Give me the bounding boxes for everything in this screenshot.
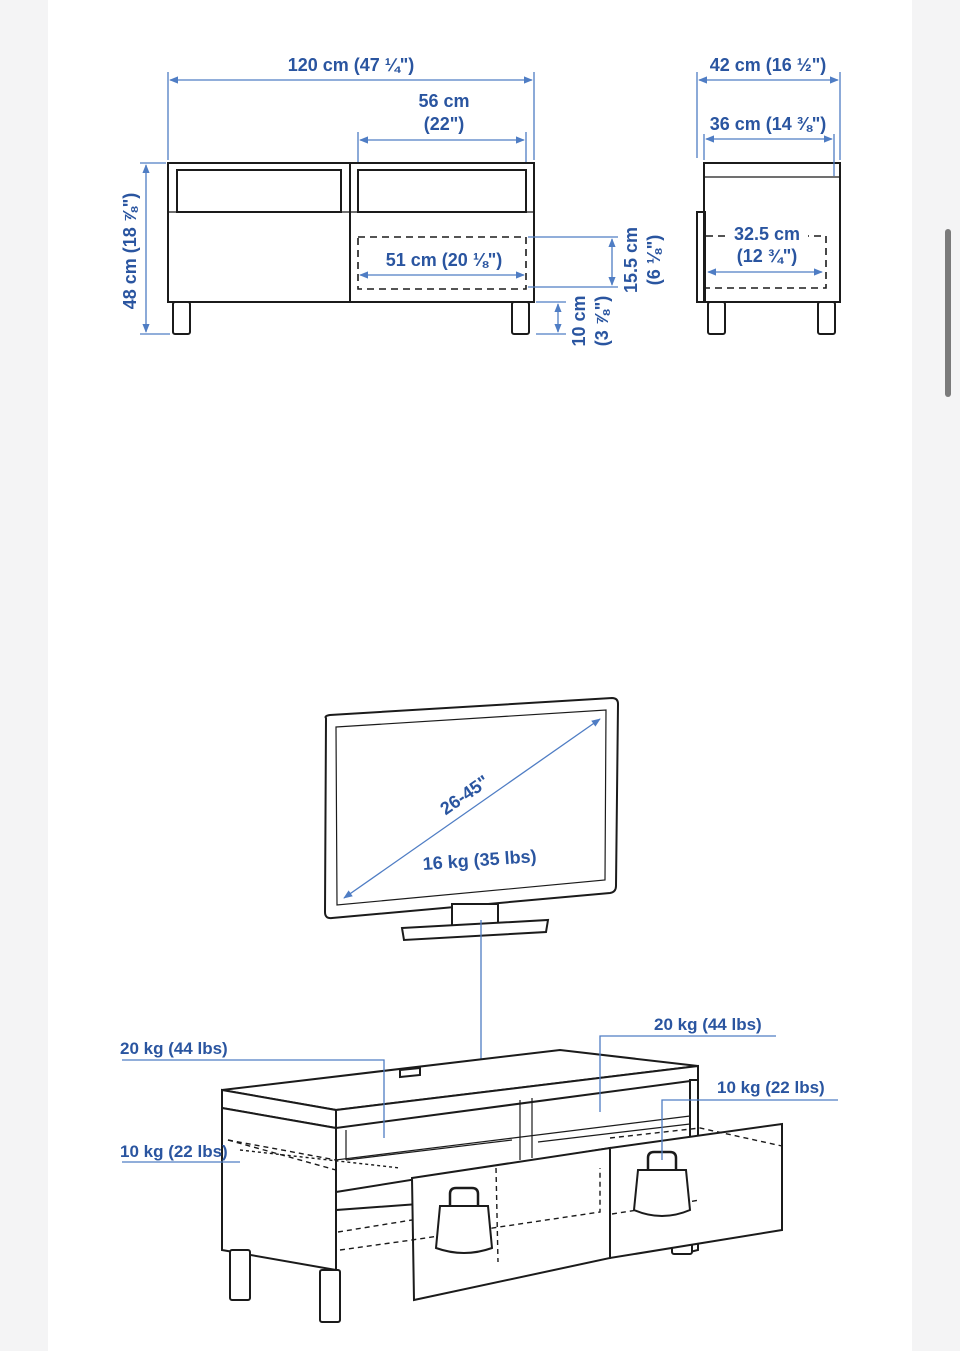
tv-base <box>402 920 548 940</box>
drawer-height-in: (6 ⅛") <box>644 234 664 286</box>
tv-illustration <box>325 698 618 1075</box>
drawer-left-load: 10 kg (22 lbs) <box>120 1142 228 1161</box>
leg-height-in: (3 ⅞") <box>592 295 612 347</box>
right-compartment <box>358 170 526 212</box>
side-leg-back <box>818 302 835 334</box>
bench-leg-1 <box>230 1250 250 1300</box>
compartment-width-in: (22") <box>423 114 465 134</box>
inner-depth-label: 36 cm (14 ⅜") <box>709 114 827 134</box>
leg-left <box>173 302 190 334</box>
drawer-depth-in: (12 ¾") <box>736 246 798 266</box>
tv-bench-illustration <box>222 1050 782 1322</box>
drawer-right-load: 10 kg (22 lbs) <box>717 1078 825 1097</box>
tv-size-label: 26-45" <box>436 771 493 819</box>
shelf-right-load: 20 kg (44 lbs) <box>654 1015 762 1034</box>
leg-right <box>512 302 529 334</box>
compartment-width-cm: 56 cm <box>418 91 470 111</box>
side-view <box>697 55 840 334</box>
leg-height-cm: 10 cm <box>569 295 589 347</box>
tv-weight-label: 16 kg (35 lbs) <box>421 846 538 874</box>
shelf-left-load: 20 kg (44 lbs) <box>120 1039 228 1058</box>
load-diagram <box>120 698 838 1322</box>
bench-leg-2 <box>320 1270 340 1322</box>
drawer-height-cm: 15.5 cm <box>621 226 641 294</box>
height-label: 48 cm (18 ⅞") <box>120 192 140 310</box>
side-leg-front <box>708 302 725 334</box>
drawer-depth-cm: 32.5 cm <box>733 224 801 244</box>
bench-left-side <box>222 1108 336 1270</box>
drawer-width-label: 51 cm (20 ⅛") <box>385 250 503 270</box>
left-compartment <box>177 170 341 212</box>
total-width-label: 120 cm (47 ¼") <box>287 55 415 75</box>
front-view <box>120 55 664 347</box>
depth-label: 42 cm (16 ½") <box>709 55 827 75</box>
